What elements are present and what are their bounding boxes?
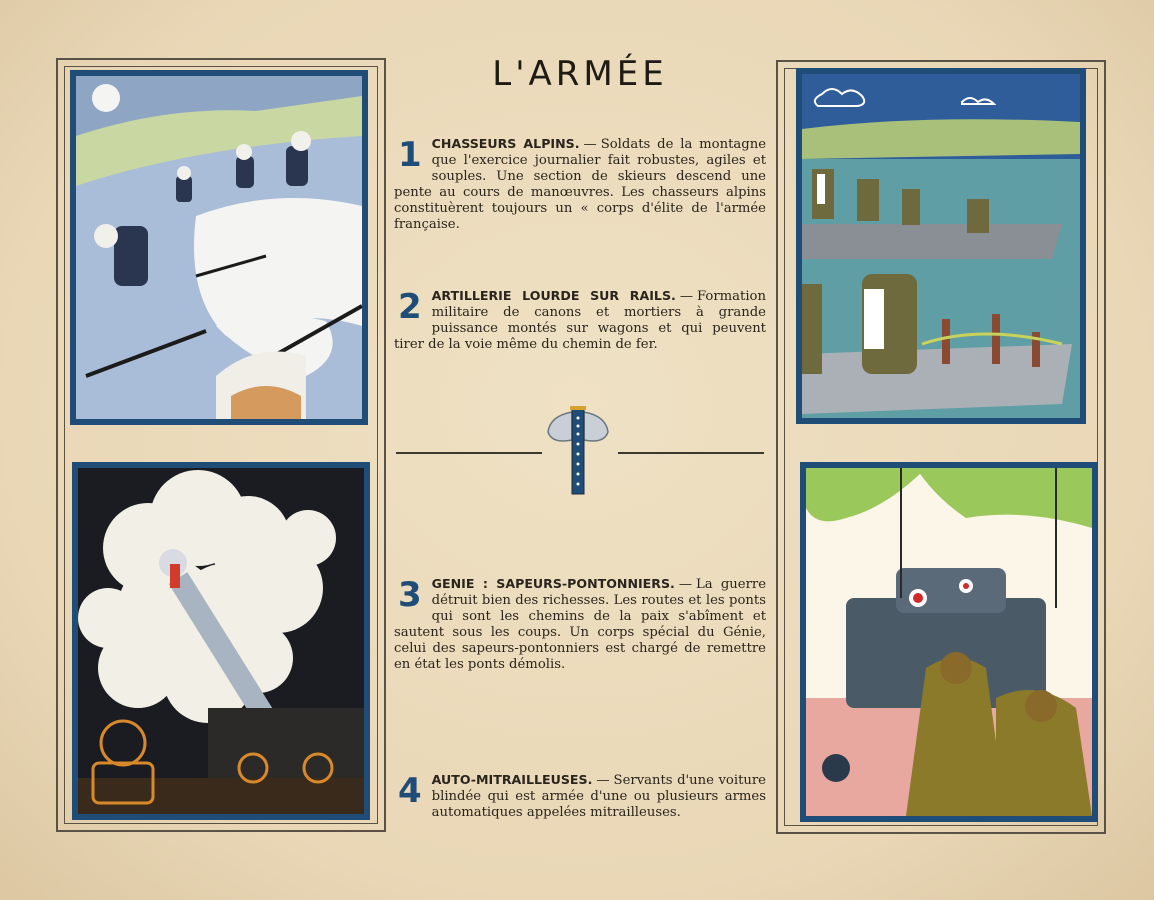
divider-right bbox=[618, 452, 764, 454]
entry-heading: GENIE : SAPEURS-PONTONNIERS. bbox=[431, 576, 675, 591]
francisque-emblem-icon bbox=[546, 404, 610, 496]
illustration-chasseurs-alpins bbox=[70, 70, 368, 425]
entry-text: Formation militaire de canons et mortiers à grande puissance montés sur wagons et qui peuvent tirer de la voie même du chemin de fer. bbox=[394, 289, 766, 352]
entry-heading: ARTILLERIE LOURDE SUR RAILS. bbox=[431, 288, 676, 303]
entry-genie-sapeurs-pontonniers bbox=[394, 576, 766, 673]
entry-chasseurs-alpins bbox=[394, 136, 766, 233]
entry-dash: — bbox=[596, 773, 610, 788]
illustration-sapeurs-pontonniers bbox=[796, 68, 1086, 424]
entry-heading: CHASSEURS ALPINS. bbox=[431, 136, 580, 151]
entry-text: La guerre détruit bien des richesses. Les routes et les ponts qui sont les chemins de la paix s'abîment et sautent sous les coups. Un corps spécial du Génie, celui des sapeurs-pontonniers est chargé de remettre en état les ponts démolis. bbox=[394, 577, 767, 672]
page-title: L'ARMÉE bbox=[492, 54, 668, 94]
entry-number: 2 bbox=[398, 287, 422, 327]
entry-dash: — bbox=[679, 289, 693, 304]
entry-dash: — bbox=[583, 137, 597, 152]
divider-left bbox=[396, 452, 542, 454]
entry-text: Servants d'une voiture blindée qui est armée d'une ou plusieurs armes automatiques appelées mitrailleuses. bbox=[431, 773, 766, 820]
entry-auto-mitrailleuses bbox=[394, 772, 766, 821]
entry-number: 3 bbox=[398, 575, 422, 615]
illustration-artillerie-lourde bbox=[72, 462, 370, 820]
entry-number: 4 bbox=[398, 771, 422, 811]
entry-heading: AUTO-MITRAILLEUSES. bbox=[431, 772, 593, 787]
entry-number: 1 bbox=[398, 135, 422, 175]
entry-text: Soldats de la montagne que l'exercice journalier fait robustes, agiles et souples. Une section de skieurs descend une pente au cours de manœuvres. Les chasseurs alpins constituèrent toujours un « corps d'élite de l'armée française. bbox=[394, 137, 766, 232]
entry-dash: — bbox=[678, 577, 693, 592]
illustration-auto-mitrailleuses bbox=[800, 462, 1098, 822]
entry-artillerie-lourde bbox=[394, 288, 766, 353]
